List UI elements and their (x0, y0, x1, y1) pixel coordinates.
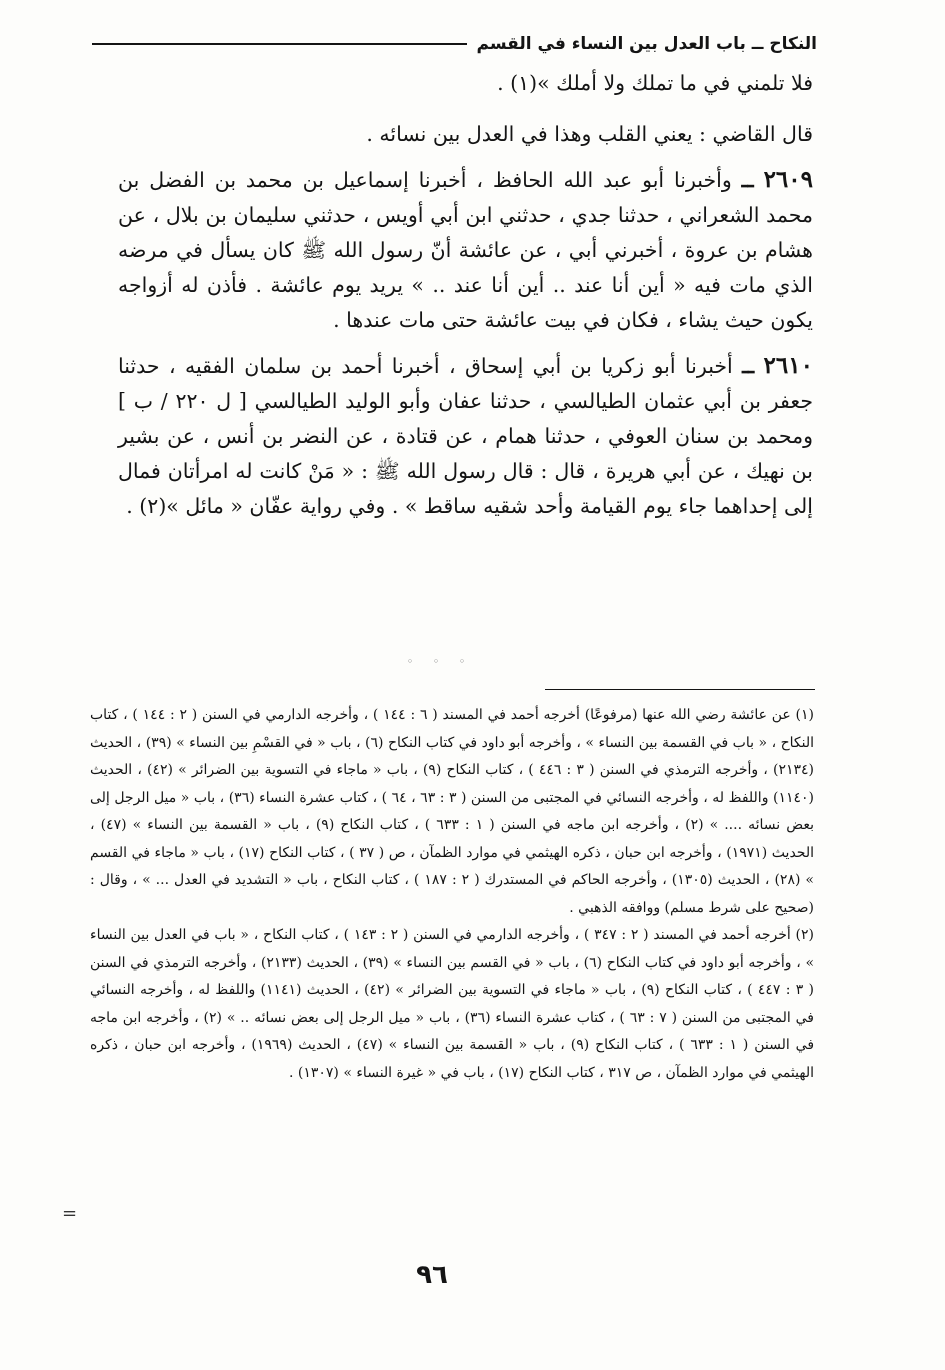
footnotes (90, 702, 814, 1087)
hadith-number: ٢٦٠٩ (763, 166, 813, 193)
hadith-paragraph-2609 (118, 162, 813, 338)
hadith-dash: ــ (742, 354, 755, 378)
main-text (118, 66, 813, 524)
hadith-number: ٢٦١٠ (763, 352, 813, 379)
header-rule (92, 43, 467, 45)
page-number: ٩٦ (416, 1260, 448, 1290)
footnote-rule (545, 689, 815, 690)
hadith-dash: ــ (741, 168, 754, 192)
margin-mark: = (62, 1203, 78, 1224)
section-separator: ◦ ◦ ◦ (406, 655, 474, 668)
opening-line: فلا تلمني في ما تملك ولا أملك »(١) . (497, 71, 813, 95)
hadith-paragraph-2610 (118, 348, 813, 524)
running-header (92, 32, 817, 56)
hadith-text: وأخبرنا أبو عبد الله الحافظ ، أخبرنا إسماعيل بن محمد بن الفضل بن محمد الشعراني ، حدثنا جدي ، حدثني ابن أبي أويس ، حدثني سليمان بن بلال ، عن هشام بن عروة ، أخبرني أبي ، عن عائشة أنّ رسول الله ﷺ كان يسأل في مرضه الذي مات فيه « أين أنا عند .. أين أنا عند .. » يريد يوم عائشة . فأذن له أزواجه يكون حيث يشاء ، فكان في بيت عائشة حتى مات عندها . (118, 168, 813, 332)
running-title: النكاح ــ باب العدل بين النساء في القسم (476, 34, 817, 54)
footnote-1: (١) عن عائشة رضي الله عنها (مرفوعًا) أخرجه أحمد في المسند ( ٦ : ١٤٤ ) ، وأخرجه الدارمي في السنن ( ٢ : ١٤٤ ) ، كتاب النكاح ، « باب في القسمة بين النساء » ، وأخرجه أبو داود في كتاب النكاح (٦) ، باب « في القسْمِ بين النساء » (٣٩) ، الحديث (٢١٣٤) ، وأخرجه الترمذي في السنن ( ٣ : ٤٤٦ ) ، كتاب النكاح (٩) ، باب « ماجاء في التسوية بين الضرائر » (٤٢) ، الحديث (١١٤٠) واللفظ له ، وأخرجه النسائي في المجتبى من السنن ( ٣ : ٦٣ ، ٦٤ ) ، كتاب عشرة النساء (٣٦) ، باب « ميل الرجل إلى بعض نسائه .... » (٢) ، وأخرجه ابن ماجه في السنن ( ١ : ٦٣٣ ) ، كتاب النكاح (٩) ، باب « القسمة بين النساء » (٤٧) ، الحديث (١٩٧١) ، وأخرجه ابن حبان ، ذكره الهيثمي في موارد الظمآن ، ص ( ٣٧ ) ، كتاب النكاح (١٧) ، باب « ماجاء في القسم » (٢٨) ، الحديث (١٣٠٥) ، وأخرجه الحاكم في المستدرك ( ٢ : ١٨٧ ) ، كتاب النكاح ، باب « التشديد في العدل ... » ، وقال : (صحيح على شرط مسلم) ووافقه الذهبي . (90, 707, 814, 916)
footnote-2: (٢) أخرجه أحمد في المسند ( ٢ : ٣٤٧ ) ، وأخرجه الدارمي في السنن ( ٢ : ١٤٣ ) ، كتاب النكاح ، « باب في العدل بين النساء » ، وأخرجه أبو داود في كتاب النكاح (٦) ، باب « في القسم بين النساء » (٣٩) ، الحديث (٢١٣٣) ، وأخرجه الترمذي في السنن ( ٣ : ٤٤٧ ) ، كتاب النكاح (٩) ، باب « ماجاء في التسوية بين الضرائر » (٤٢) ، الحديث (١١٤١) واللفظ له ، وأخرجه النسائي في المجتبى من السنن ( ٧ : ٦٣ ) ، كتاب عشرة النساء (٣٦) ، باب « ميل الرجل إلى بعض نسائه .. » (٢) ، وأخرجه ابن ماجه في السنن ( ١ : ٦٣٣ ) ، كتاب النكاح (٩) ، باب « القسمة بين النساء » (٤٧) ، الحديث (١٩٦٩) ، وأخرجه ابن حبان ، ذكره الهيثمي في موارد الظمآن ، ص ٣١٧ ، كتاب النكاح (١٧) ، باب في « غيرة النساء » (١٣٠٧) . (90, 927, 815, 1081)
qadi-comment: قال القاضي : يعني القلب وهذا في العدل بين نسائه . (366, 122, 813, 146)
hadith-text: أخبرنا أبو زكريا بن أبي إسحاق ، أخبرنا أحمد بن سلمان الفقيه ، حدثنا جعفر بن أبي عثمان الطيالسي ، حدثنا عفان وأبو الوليد الطيالسي [ ل ٢٢٠ / ب ] ومحمد بن سنان العوفي ، حدثنا همام ، عن قتادة ، عن النضر بن أنس ، عن بشير بن نهيك ، عن أبي هريرة ، قال : قال رسول الله ﷺ : « مَنْ كانت له امرأتان فمال إلى إحداهما جاء يوم القيامة وأحد شقيه ساقط » . وفي رواية عفّان « مائل »(٢) . (118, 354, 813, 518)
